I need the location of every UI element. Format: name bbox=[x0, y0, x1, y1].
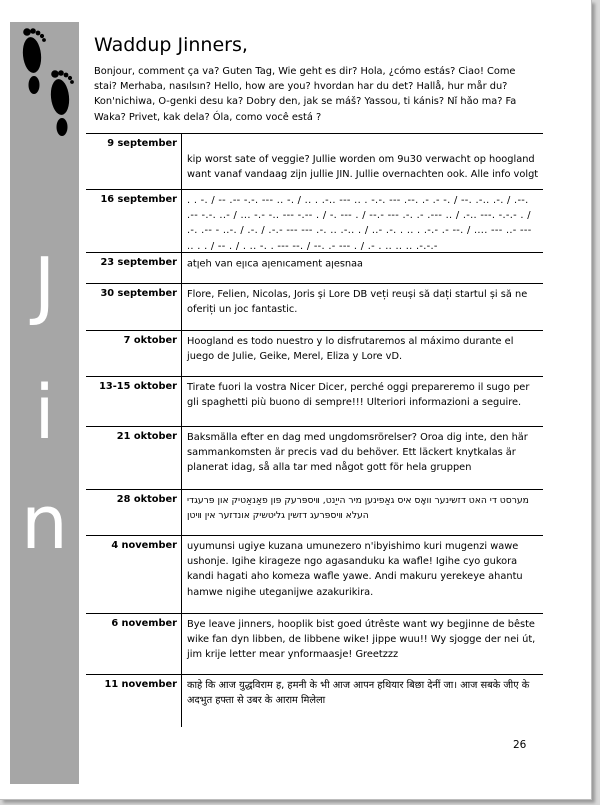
schedule-date: 16 september bbox=[100, 194, 177, 205]
schedule-text: kip worst sate of veggie? Jullie worden om 9u30 verwacht op hoogland want vanaf vandaag zijn jullie JIN. Jullie overnachten ook. Alle info volgt bbox=[187, 154, 539, 181]
schedule-text: מערסט די האט דזשינער וואָס איס גאַפינען מיר הייַנט, װיספּרעק פּון פאַנאַטיק און פּרעגדי העלא װיספּרעג דזשין גליטשיק אונדזער אין װיטן bbox=[187, 495, 529, 522]
schedule-text: Baksmälla efter en dag med ungdomsrörelser? Oroa dig inte, den här sammankomsten är precis vad du behöver. Ett läckert knytkalas är planerat idag, så alla tar med något gott för hela gruppen bbox=[187, 432, 528, 474]
schedule-entry-cell bbox=[181, 490, 543, 535]
schedule-row bbox=[86, 189, 543, 252]
sidebar-letter-j: J bbox=[33, 242, 56, 328]
schedule-text-wrapper bbox=[187, 256, 539, 271]
schedule-row bbox=[86, 133, 543, 189]
schedule-row bbox=[86, 330, 543, 376]
schedule-date: 7 oktober bbox=[123, 335, 177, 346]
schedule-date: 13-15 oktober bbox=[99, 381, 177, 392]
schedule-row bbox=[86, 283, 543, 330]
schedule-entry-cell bbox=[181, 675, 543, 727]
schedule-text: Bye leave jinners, hooplik bist goed útrêste want wy begjinne de bêste wike fan dyn libben, de libbene wike! jippe wuu!! Wy sjogge der nei út, jim krije letter mear ynformaasje! Greetzzz bbox=[187, 619, 536, 661]
schedule-row bbox=[86, 535, 543, 613]
schedule-text: Tirate fuori la vostra Nicer Dicer, perché oggi prepareremo il sugo per gli spaghetti più buono di sempre!!! Ulteriori informazioni a seguire. bbox=[187, 382, 530, 409]
schedule-text: uyumunsi ugiye kuzana umunezero n'ibyishimo kuri mugenzi wawe ushonje. Igihe kirageze ngo agasanduku ka wafle! Igihe cyo gukora kandi hagati aho komeza wafle yawe. Andi makuru yerekeye ahantu hamwe nigihe uteganijwe azakurikira. bbox=[187, 541, 523, 598]
schedule-entry-cell bbox=[181, 377, 543, 426]
schedule-entry-cell bbox=[181, 536, 543, 613]
schedule-text: काहे कि आज युद्धविराम ह, हमनी के भी आज आपन हथियार बिछा देनीं जा। आज सबके जीए के अदभुत हफ्ता से उबर के आराम मिलेला bbox=[187, 680, 530, 707]
schedule-date: 11 november bbox=[104, 679, 177, 690]
sidebar bbox=[10, 22, 79, 784]
schedule-entry-cell bbox=[181, 190, 543, 252]
schedule-row bbox=[86, 426, 543, 489]
schedule-date: 21 oktober bbox=[116, 431, 177, 442]
schedule-row bbox=[86, 376, 543, 426]
schedule-date: 28 oktober bbox=[116, 494, 177, 505]
schedule-date: 4 november bbox=[111, 540, 177, 551]
schedule-text: ɐɐusǝlɐ ʇuǝɯɐɔıuǝlɐ ɐɔılǝ uɐʌ ɥǝlʇɐ bbox=[187, 258, 363, 270]
schedule-row bbox=[86, 674, 543, 727]
schedule-row bbox=[86, 252, 543, 283]
sidebar-letter-i: i bbox=[34, 370, 55, 456]
schedule-row bbox=[86, 489, 543, 535]
schedule-date: 9 september bbox=[107, 138, 177, 149]
schedule-entry-cell bbox=[181, 134, 543, 189]
greeting-paragraph: Bonjour, comment ça va? Guten Tag, Wie geht es dir? Hola, ¿cómo estás? Ciao! Come stai? Merhaba, nasılsın? Hello, how are you? hvordan har du det? Hallå, hur mår du? Kon'nichiwa, O-genki desu ka? Dobry den, jak se máš? Yassou, ti kánis? Nǐ hǎo ma? Fa Waka? Privet, kak dela? Óla, como você está ? bbox=[94, 66, 517, 123]
sidebar-letter-n: n bbox=[21, 480, 68, 566]
schedule-entry-cell bbox=[181, 284, 543, 330]
page-title: Waddup Jinners, bbox=[94, 34, 248, 56]
schedule-text: Flore, Felien, Nicolas, Joris și Lore DB veți reuși să dați startul și să ne oferiți un joc fantastic. bbox=[187, 289, 528, 316]
schedule-date: 30 september bbox=[100, 288, 177, 299]
schedule-row bbox=[86, 613, 543, 674]
schedule-text: Hoogland es todo nuestro y lo disfrutaremos al máximo durante el juego de Julie, Geike, Merel, Eliza y Lore vD. bbox=[187, 336, 514, 363]
schedule-date: 6 november bbox=[111, 618, 177, 629]
schedule-entry-cell bbox=[181, 253, 543, 283]
schedule-entry-cell bbox=[181, 331, 543, 376]
schedule-text: . . -. / -- .-- -.-. --- .. -. / .. . .-.. --- .. . -.-. --- .--. .- .- -. / --. .-.. .-. / .--. .-- -.-. ..- / ... -.- -.. --- -.-- . / -. --- . / --.- --- .-. .- .--- .. / .-.. ---. -.-.- . / .-. .-- - ..-. / .-. / .-.- --- --- .-. .. .-.. . / ..- .-. . .. . .-.- .- --. / .... --- ..- --- .. . . / -- . / . .. -. . --- --. / --. .- --- . / .- . .. .. .. .-.-.- bbox=[187, 195, 532, 252]
schedule-date: 23 september bbox=[100, 257, 177, 268]
schedule-entry-cell bbox=[181, 427, 543, 489]
schedule-entry-cell bbox=[181, 614, 543, 674]
page-number: 26 bbox=[513, 739, 527, 751]
footprints-icon bbox=[18, 27, 78, 137]
